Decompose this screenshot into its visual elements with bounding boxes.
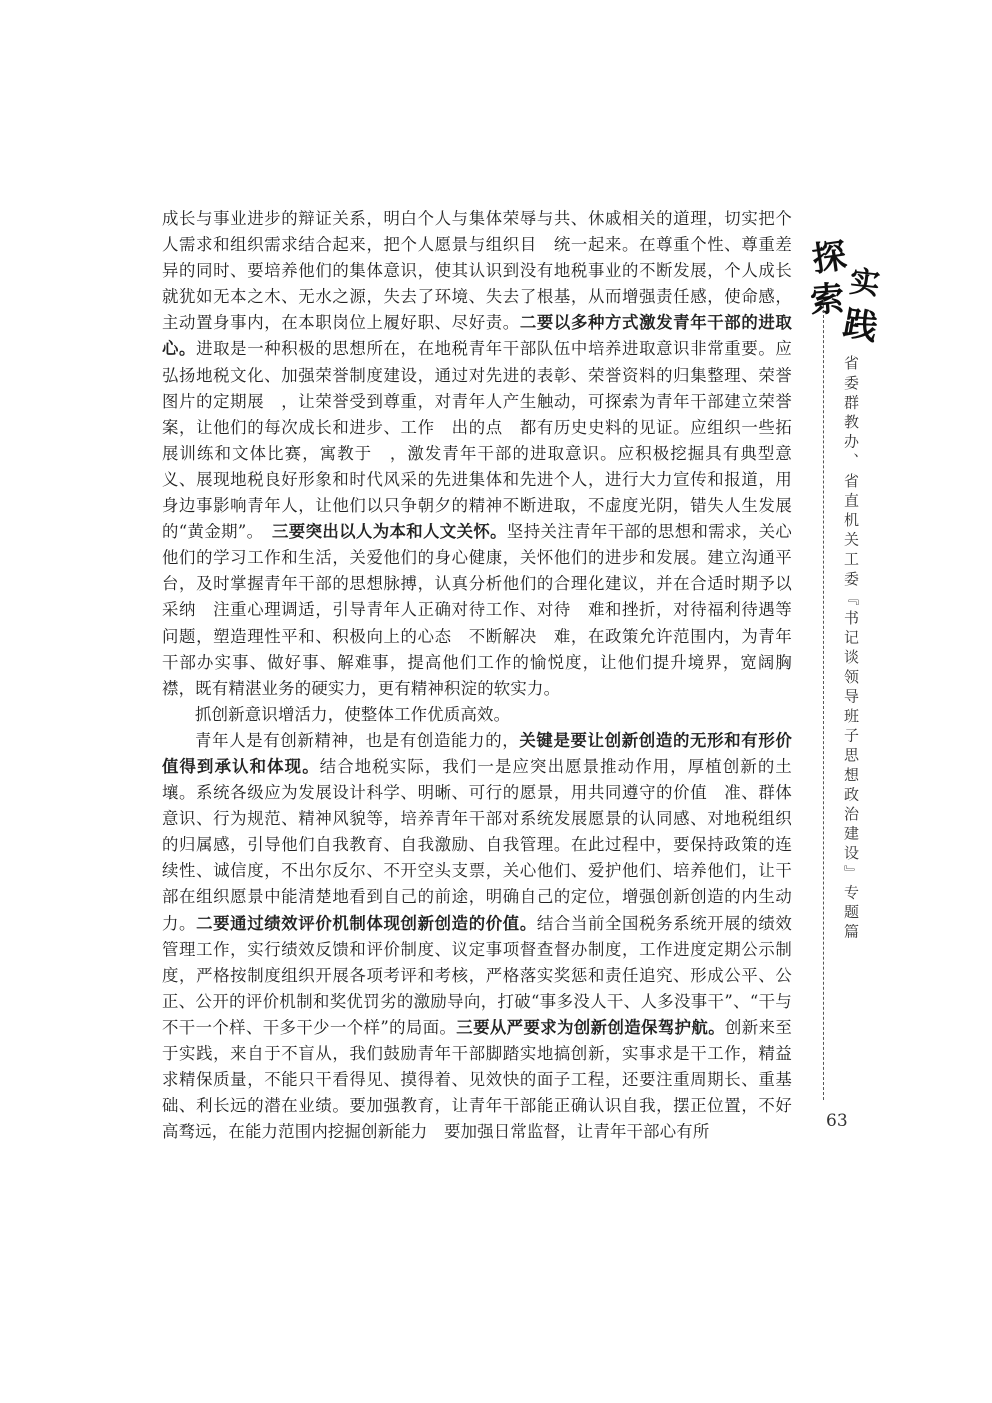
text-run: 坚持关注青年干部的思想和需求，关心他们的学习工作和生活，关爱他们的身心健康，关怀他们的进步和发展。建立沟通平台，及时掌握青年干部的思想脉搏，认真分析他们的合理化建议，并在合适时期予以采纳 注重心理调适，引导青年人正确对待工作、对待 难和挫折，对待福利待遇等问题，塑造理性平和、积极向上的心态 不断解决 难，在政策允许范围内，为青年干部办实事、做好事、解难事，提高他们工作的愉悦度，让他们提升境界，宽阔胸襟，既有精湛业务的硬实力，更有精神积淀的软实力。 <box>162 522 792 698</box>
bold-heading: 二要以多种方式激发青年干部的进取心。 <box>162 313 793 359</box>
bold-heading: 三要突出以人为本和人文关怀。 <box>272 522 507 542</box>
sidebar-title <box>808 230 890 349</box>
sidebar-title-char: 探 <box>809 235 850 281</box>
section-heading <box>162 702 792 728</box>
text-run: 进取是一种积极的思想所在，在地税青年干部队伍中培养进取意识非常重要。应弘扬地税文化、加强荣誉制度建设，通过对先进的表彰、荣誉资料的归集整理、荣誉图片的定期展 ，让荣誉受到尊重，对青年人产生触动，可探索为青年干部建立荣誉 案，让他们的每次成长和进步、工作 出的点 都有历史史料的见证。应组织一些拓展训练和文体比赛，寓教于 ，激发青年干部的进取意识。应积极挖掘具有典型意义、展现地税良好形象和时代风采的先进集体和先进个人，进行大力宣传和报道，用身边事影响青年人，让他们以只争朝夕的精神不断进取，不虚度光阴，错失人生发展的“黄金期”。 <box>162 339 809 542</box>
article-body <box>162 206 809 1145</box>
paragraph <box>162 206 809 702</box>
text-run: 结合地税实际，我们一是应突出愿景推动作用，厚植创新的土壤。系统各级应为发展设计科学、明晰、可行的愿景，用共同遵守的价值 准、群体意识、行为规范、精神风貌等，培养青年干部对系统发展愿景的认同感、对地税组织的归属感，引导他们自我教育、自我激励、自我管理。在此过程中，要保持政策的连续性、诚信度，不出尔反尔、不开空头支票，关心他们、爱护他们、培养他们，让干部在组织愿景中能清楚地看到自己的前途，明确自己的定位，增强创新创造的内生动力。 <box>162 756 792 933</box>
text-run: 抓创新意识增活力，使整体工作优质高效。 <box>195 704 511 724</box>
bold-heading: 二要通过绩效评价机制体现创新创造的价值。 <box>196 913 537 933</box>
sidebar-subtitle: 省委群教办、省直机关工委『书记谈领导班子思想政治建设』专题篇 <box>842 355 860 943</box>
text-run: 结合当前全国税务系统开展的绩效管理工作，实行绩效反馈和评价制度、议定事项督查督办制度，工作进度定期公示制度，严格按制度组织开展各项考评和考核，严格落实奖惩和责任追究、形成公平、公正、公开的评价机制和奖优罚劣的激励导向，打破“事多没人干、人多没事干”、“干与不干一个样、干多干少一个样”的局面。 <box>162 913 792 1037</box>
text-run: 青年人是有创新精神，也是有创造能力的， <box>195 730 520 750</box>
sidebar-title-char: 践 <box>840 303 881 349</box>
text-run: 创新来至于实践，来自于不盲从，我们鼓励青年干部脚踏实地搞创新，实事求是干工作，精益求精保质量，不能只干看得见、摸得着、见效快的面子工程，还要注重周期长、重基础、利长远的潜在业绩。要加强教育，让青年干部能正确认识自我，摆正位置，不好高骛远，在能力范围内挖掘创新能力 要加强日常监督，让青年干部心有所 <box>162 1017 792 1142</box>
sidebar-title-char: 索 <box>808 278 846 322</box>
sidebar-title-char: 实 <box>847 264 882 303</box>
sidebar-divider <box>823 300 824 1100</box>
paragraph <box>162 728 792 1146</box>
page-number: 63 <box>826 1111 848 1131</box>
text-run: 成长与事业进步的辩证关系，明白个人与集体荣辱与共、休戚相关的道理，切实把个人需求和组织需求结合起来，把个人愿景与组织目 统一起来。在尊重个性、尊重差异的同时、要培养他们的集体意识，使其认识到没有地税事业的不断发展，个人成长就犹如无本之木、无水之源，失去了环境、失去了根基，从而增强责任感，使命感，主动置身事内，在本职岗位上履好职、尽好责。 <box>162 209 792 333</box>
bold-heading: 三要从严要求为创新创造保驾护航。 <box>456 1017 726 1037</box>
bold-heading: 关键是要让创新创造的无形和有形价值得到承认和体现。 <box>162 730 792 776</box>
